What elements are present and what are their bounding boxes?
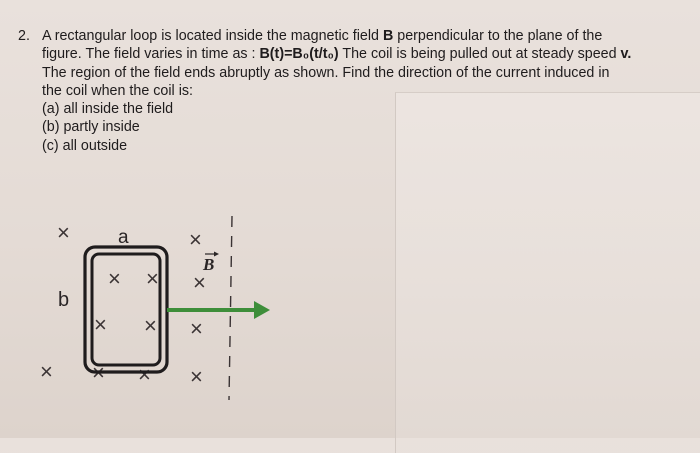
option-b: (b) partly inside xyxy=(42,119,140,136)
option-c: (c) all outside xyxy=(42,137,128,154)
field-formula: B(t)=B₀(t/t₀) xyxy=(259,46,339,63)
cross-mark: × xyxy=(190,364,203,389)
cross-mark: × xyxy=(144,313,157,338)
label-a: a xyxy=(118,227,129,248)
cross-mark: × xyxy=(94,312,107,337)
problem-line-3: The region of the field ends abruptly as shown. Find the direction of the current induced in xyxy=(42,64,610,81)
field-label-b: B xyxy=(203,255,215,274)
cross-mark: × xyxy=(190,316,203,341)
label-b: b xyxy=(58,289,70,311)
cross-mark: × xyxy=(138,362,151,387)
cross-mark: × xyxy=(92,360,105,385)
speed-symbol: v. xyxy=(620,46,632,63)
problem-line-4: the coil when the coil is: xyxy=(42,82,193,99)
cross-mark: × xyxy=(146,266,159,291)
text-segment: The coil is being pulled out at steady speed xyxy=(338,46,621,63)
text-segment: A rectangular loop is located inside the magnetic field xyxy=(42,28,383,44)
option-a: (a) all inside the field xyxy=(42,101,174,118)
text-segment: figure. The field varies in time as : xyxy=(42,46,260,63)
problem-number: 2. xyxy=(18,28,30,44)
velocity-arrow-head xyxy=(254,301,270,319)
text-segment: perpendicular to the plane of the xyxy=(393,28,603,44)
cross-mark: × xyxy=(57,220,70,245)
field-symbol: B xyxy=(382,28,394,44)
cross-mark: × xyxy=(108,266,121,291)
cross-mark: × xyxy=(193,270,206,295)
vector-arrow-over-b-head xyxy=(214,252,219,257)
cross-mark: × xyxy=(189,227,202,252)
cross-mark: × xyxy=(40,359,53,384)
